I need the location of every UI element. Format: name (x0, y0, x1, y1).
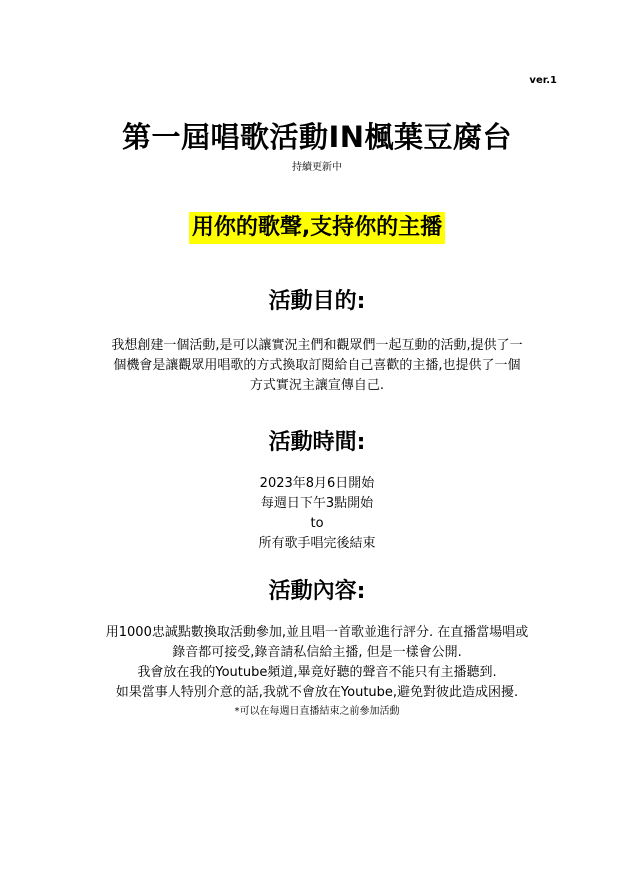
purpose-paragraph (70, 336, 564, 396)
slogan-highlight: 用你的歌聲,支持你的主播 (189, 212, 445, 244)
purpose-heading: 活動目的: (268, 289, 366, 314)
time-line: to (310, 516, 324, 531)
purpose-line: 個機會是讓觀眾用唱歌的方式換取訂閱給自己喜歡的主播,也提供了一個 (113, 358, 521, 373)
time-paragraph (70, 474, 564, 554)
time-line: 每週日下午3點開始 (260, 496, 374, 511)
content-line: 如果當事人特別介意的話,我就不會放在Youtube,避免對彼此造成困擾. (115, 685, 519, 700)
time-heading: 活動時間: (268, 430, 366, 455)
page-title: 第一屆唱歌活動IN楓葉豆腐台 (121, 120, 513, 154)
purpose-line: 方式實況主讓宣傳自己. (249, 378, 385, 393)
version-label: ver.1 (529, 75, 557, 86)
content-line: 錄音都可接受,錄音請私信給主播, 但是一樣會公開. (172, 645, 462, 660)
time-line: 2023年8月6日開始 (259, 476, 375, 491)
slogan-container (0, 212, 634, 244)
time-line: 所有歌手唱完後結束 (258, 536, 376, 551)
content-heading: 活動內容: (268, 579, 366, 604)
content-line: 我會放在我的Youtube頻道,畢竟好聽的聲音不能只有主播聽到. (137, 665, 497, 680)
content-note: *可以在每週日直播結束之前參加活動 (234, 706, 400, 717)
purpose-line: 我想創建一個活動,是可以讓實況主們和觀眾們一起互動的活動,提供了一 (111, 338, 523, 353)
content-paragraph (70, 623, 564, 721)
content-line: 用1000忠誠點數換取活動參加,並且唱一首歌並進行評分. 在直播當場唱或 (105, 625, 529, 640)
page-subtitle: 持續更新中 (292, 162, 342, 173)
